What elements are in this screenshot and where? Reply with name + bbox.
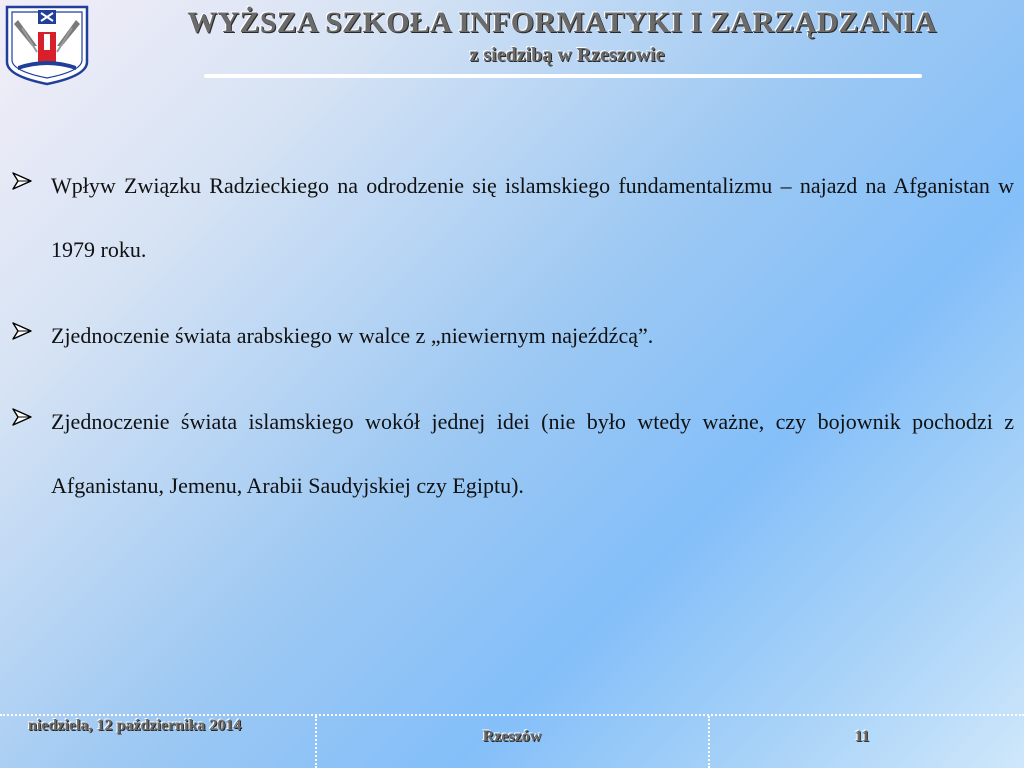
bullet-text: Zjednoczenie świata islamskiego wokół jednej idei (nie było wtedy ważne, czy bojownik pochodzi z Afganistanu, Jemenu, Arabii Saudyjskiej czy Egiptu). [51,409,1014,498]
bullet-text: Zjednoczenie świata arabskiego w walce z „niewiernym najeźdźcą”. [51,323,654,348]
list-item [12,154,1014,282]
arrow-bullet-icon [12,408,32,426]
slide-number: 11 [854,728,870,745]
arrow-bullet-icon [12,172,32,190]
footer [0,714,1024,768]
footer-location: Rzeszów [482,728,542,745]
bullet-text: Wpływ Związku Radzieckiego na odrodzenie się islamskiego fundamentalizmu – najazd na Afganistan w 1979 roku. [51,173,1014,262]
footer-date: niedziela, 12 października 2014 [28,717,242,734]
footer-separator [708,716,710,768]
arrow-bullet-icon [12,322,32,340]
page-subtitle: z siedzibą w Rzeszowie [469,44,665,66]
title-divider [204,74,922,78]
page-title: WYŻSZA SZKOŁA INFORMATYKI I ZARZĄDZANIA [187,6,937,39]
school-logo [4,4,90,86]
list-item [12,304,1014,368]
list-item [12,390,1014,518]
school-crest-icon [4,4,90,86]
bullet-list [12,154,1014,540]
